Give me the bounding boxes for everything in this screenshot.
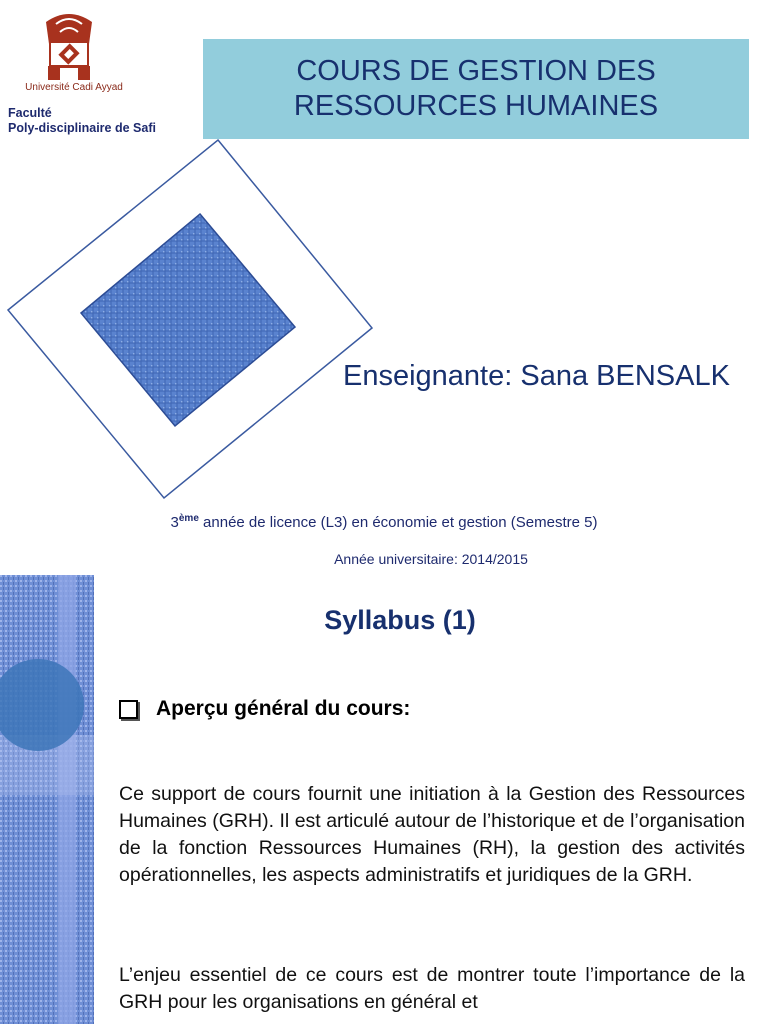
faculty-line-2: Poly-disciplinaire de Safi	[8, 121, 156, 135]
paragraph-overview: Ce support de cours fournit une initiation à la Gestion des Ressources Humaines (GRH). Il est articulé autour de l’historique et de l’organisation de la fonction Ressources Humaines (RH), la gestion des activités opérationnelles, les aspects administratifs et juridiques de la GRH.	[119, 783, 745, 886]
university-name: Université Cadi Ayyad	[25, 82, 123, 93]
course-title-box	[203, 39, 749, 139]
checkbox-bullet-icon	[119, 700, 138, 719]
paragraph-stakes: L’enjeu essentiel de ce cours est de montrer toute l’importance de la GRH pour les organisations en général et	[119, 964, 745, 1013]
faculty-line-1: Faculté	[8, 106, 52, 120]
section-heading	[119, 697, 410, 721]
program-level	[0, 513, 768, 531]
course-title: COURS DE GESTION DES RESSOURCES HUMAINES	[293, 55, 659, 122]
slide-title: Syllabus (1)	[324, 605, 476, 635]
academic-year: Année universitaire: 2014/2015	[334, 551, 528, 567]
decorative-squares	[0, 130, 380, 510]
level-description: année de licence (L3) en économie et gestion (Semestre 5)	[198, 514, 598, 531]
level-superscript: ème	[178, 513, 199, 524]
level-number: 3	[170, 514, 179, 531]
syllabus-slide	[0, 575, 768, 1024]
decorative-side-strip	[0, 575, 94, 1024]
teacher-name: Enseignante: Sana BENSALK	[343, 360, 730, 392]
university-logo-icon	[38, 4, 100, 84]
section-heading-text: Aperçu général du cours:	[156, 697, 411, 720]
